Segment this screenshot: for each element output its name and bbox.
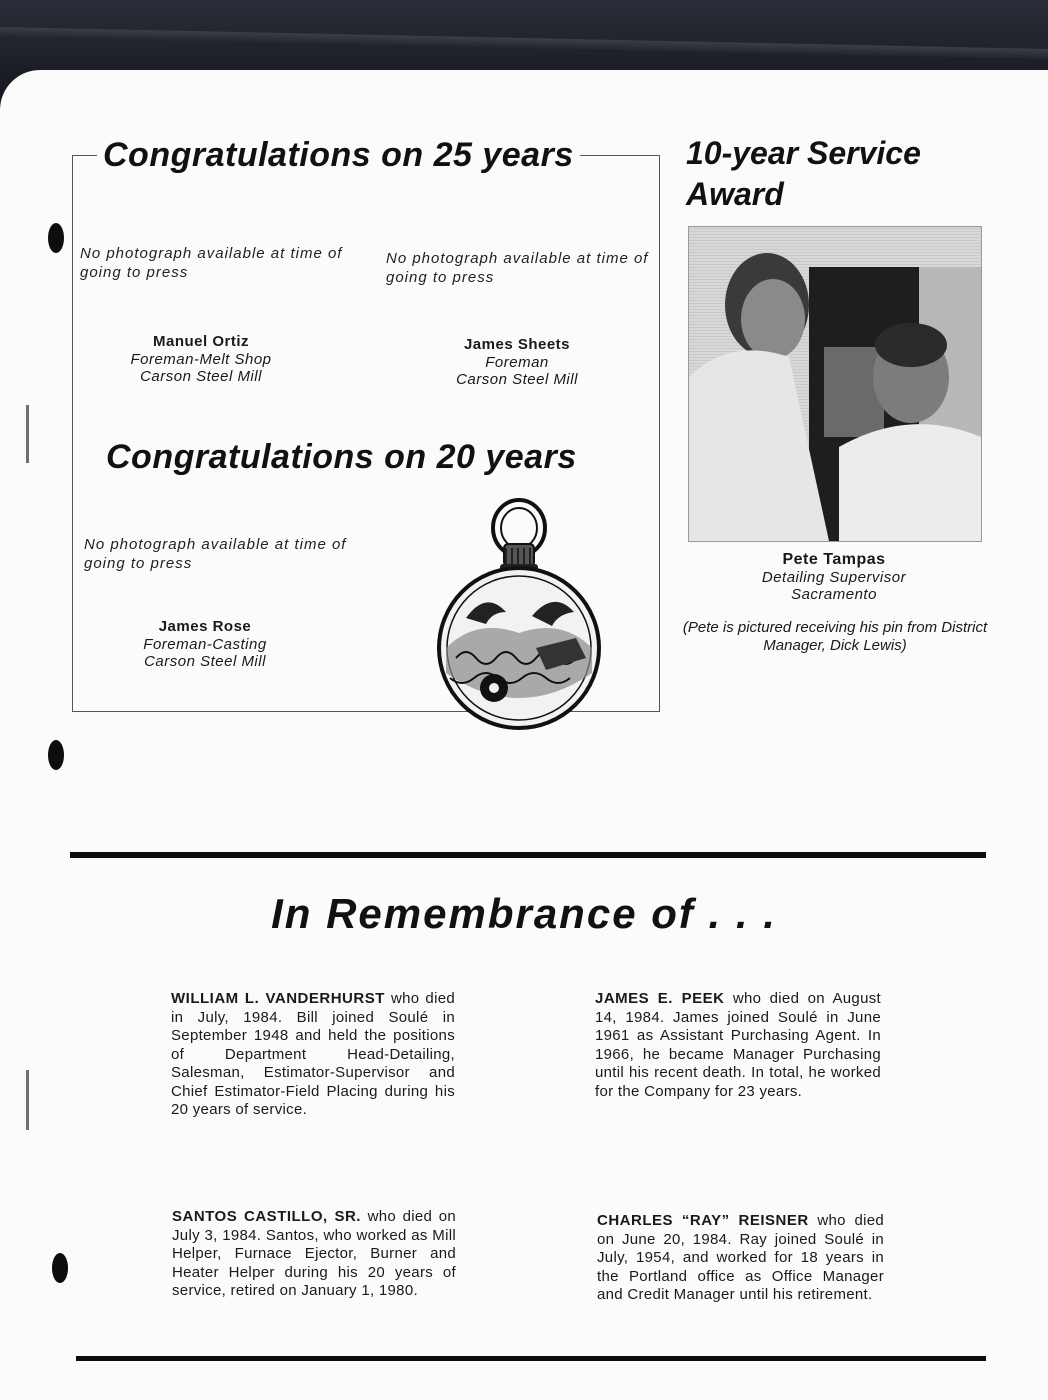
bottom-divider xyxy=(76,1356,986,1361)
photo-caption: (Pete is pictured receiving his pin from District Manager, Dick Lewis) xyxy=(682,619,988,654)
photo-scene xyxy=(689,227,981,541)
heading-20-years: Congratulations on 20 years xyxy=(100,438,583,477)
section-divider xyxy=(70,852,986,858)
honoree-card xyxy=(96,333,306,385)
heading-25-years: Congratulations on 25 years xyxy=(97,136,580,175)
honoree-name: James Sheets xyxy=(463,336,571,353)
obituary-entry xyxy=(597,1212,884,1305)
award-title: 10-year Service Award xyxy=(686,135,921,212)
page-tear xyxy=(26,405,29,463)
obituary-text: who died on July 3, 1984. Santos, who worked as Mill Helper, Furnace Ejector, Burner and Heater Helper during his 20 years of service, retired on January 1, 1980. xyxy=(172,1208,457,1299)
honoree-role: Foreman xyxy=(485,354,549,371)
obituary-name: CHARLES “RAY” REISNER xyxy=(597,1212,809,1229)
pocket-watch-illustration xyxy=(436,498,602,734)
obituary-name: WILLIAM L. VANDERHURST xyxy=(171,990,385,1007)
honoree-location: Carson Steel Mill xyxy=(144,653,266,670)
no-photo-note: No photograph available at time of going to press xyxy=(84,536,347,572)
page-tear xyxy=(26,1070,29,1130)
award-recipient-role: Detailing Supervisor xyxy=(761,569,907,586)
honoree-card xyxy=(412,336,622,388)
no-photo-note: No photograph available at time of going to press xyxy=(80,245,343,281)
honoree-name: Manuel Ortiz xyxy=(152,333,249,350)
award-photo xyxy=(688,226,982,542)
obituary-text: who died on August 14, 1984. James joined Soulé in June 1961 as Assistant Purchasing Agent. In 1966, he became Manager Purchasing until his recent death. In total, he worked for the Company for 23 years. xyxy=(595,990,881,1100)
obituary-entry xyxy=(595,990,881,1101)
obituary-text: who died on June 20, 1984. Ray joined Soulé in July, 1954, and worked for 18 years in the Portland office as Office Manager and Credit Manager until his retirement. xyxy=(597,1212,884,1303)
award-recipient-name: Pete Tampas xyxy=(782,551,886,568)
punch-hole xyxy=(52,1253,68,1283)
punch-hole xyxy=(48,740,64,770)
honoree-role: Foreman-Casting xyxy=(143,636,267,653)
honoree-name: James Rose xyxy=(158,618,252,635)
honoree-role: Foreman-Melt Shop xyxy=(130,351,272,368)
obituary-text: who died in July, 1984. Bill joined Soulé in September 1948 and held the positions of Department Head-Detailing, Salesman, Estimator-Supervisor and Chief Estimator-Field Placing during his 20 years of service. xyxy=(171,990,455,1118)
award-recipient-location: Sacramento xyxy=(791,586,877,603)
no-photo-note: No photograph available at time of going to press xyxy=(386,250,649,286)
obituary-entry xyxy=(172,1208,456,1301)
obituary-name: JAMES E. PEEK xyxy=(595,990,725,1007)
honoree-location: Carson Steel Mill xyxy=(140,368,262,385)
obituary-name: SANTOS CASTILLO, SR. xyxy=(172,1208,361,1225)
punch-hole xyxy=(48,223,64,253)
honoree-location: Carson Steel Mill xyxy=(456,371,578,388)
honoree-card xyxy=(100,618,310,670)
obituary-entry xyxy=(171,990,455,1120)
remembrance-title: In Remembrance of . . . xyxy=(271,890,777,937)
